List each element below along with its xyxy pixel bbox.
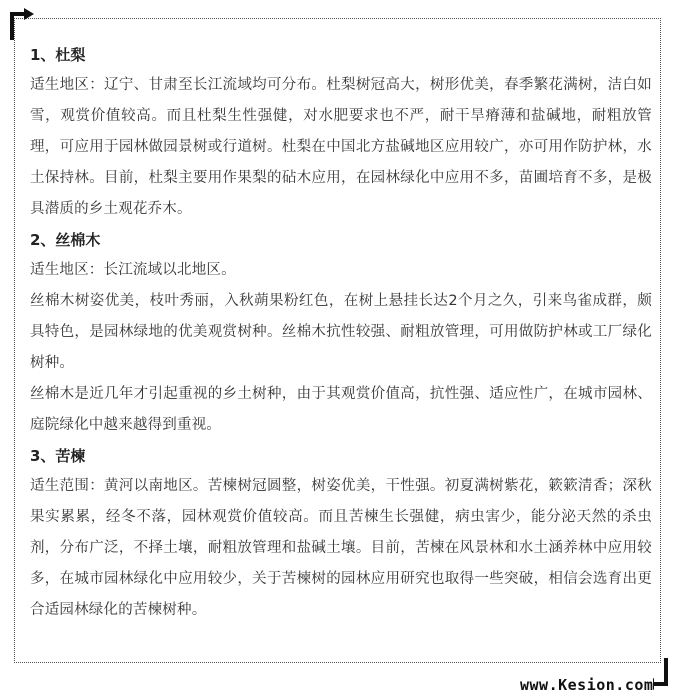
section-du-li xyxy=(30,42,652,225)
section-si-mian-mu xyxy=(30,227,652,441)
section-heading: 1、杜梨 xyxy=(30,46,86,64)
corner-arrow-top-left-icon xyxy=(6,4,42,40)
section-paragraph: 适生地区：辽宁、甘肃至长江流域均可分布。杜梨树冠高大，树形优美，春季繁花满树，洁白如雪，观赏价值较高。而且杜梨生性强健，对水肥要求也不严，耐干旱瘠薄和盐碱地，耐粗放管理，可应用于园林做园景树或行道树。杜梨在中国北方盐碱地区应用较广，亦可用作防护林，水土保持林。目前，杜梨主要用作果梨的砧木应用，在园林绿化中应用不多，苗圃培育不多，是极具潜质的乡土观花乔木。 xyxy=(30,77,652,217)
article-body xyxy=(30,40,652,626)
section-heading: 3、苦楝 xyxy=(30,447,86,465)
section-ku-lian xyxy=(30,443,652,626)
section-paragraph: 适生范围：黄河以南地区。苦楝树冠圆整，树姿优美，干性强。初夏满树紫花，簌簌清香；深秋果实累累，经冬不落，园林观赏价值较高。而且苦楝生长强健，病虫害少，能分泌天然的杀虫剂，分布广泛，不择土壤，耐粗放管理和盐碱土壤。目前，苦楝在风景林和水土涵养林中应用较多，在城市园林绿化中应用较少，关于苦楝树的园林应用研究也取得一些突破，相信会选育出更合适园林绿化的苦楝树种。 xyxy=(30,478,652,618)
section-heading: 2、丝棉木 xyxy=(30,231,101,249)
section-paragraph: 丝棉木树姿优美，枝叶秀丽，入秋蒴果粉红色，在树上悬挂长达2个月之久，引来鸟雀成群，颇具特色，是园林绿地的优美观赏树种。丝棉木抗性较强、耐粗放管理，可用做防护林或工厂绿化树种。 xyxy=(30,293,652,371)
site-watermark: www.Kesion.com xyxy=(520,676,654,694)
section-paragraph: 丝棉木是近几年才引起重视的乡土树种，由于其观赏价值高，抗性强、适应性广，在城市园林、庭院绿化中越来越得到重视。 xyxy=(30,386,652,433)
section-paragraph: 适生地区：长江流域以北地区。 xyxy=(30,262,236,278)
